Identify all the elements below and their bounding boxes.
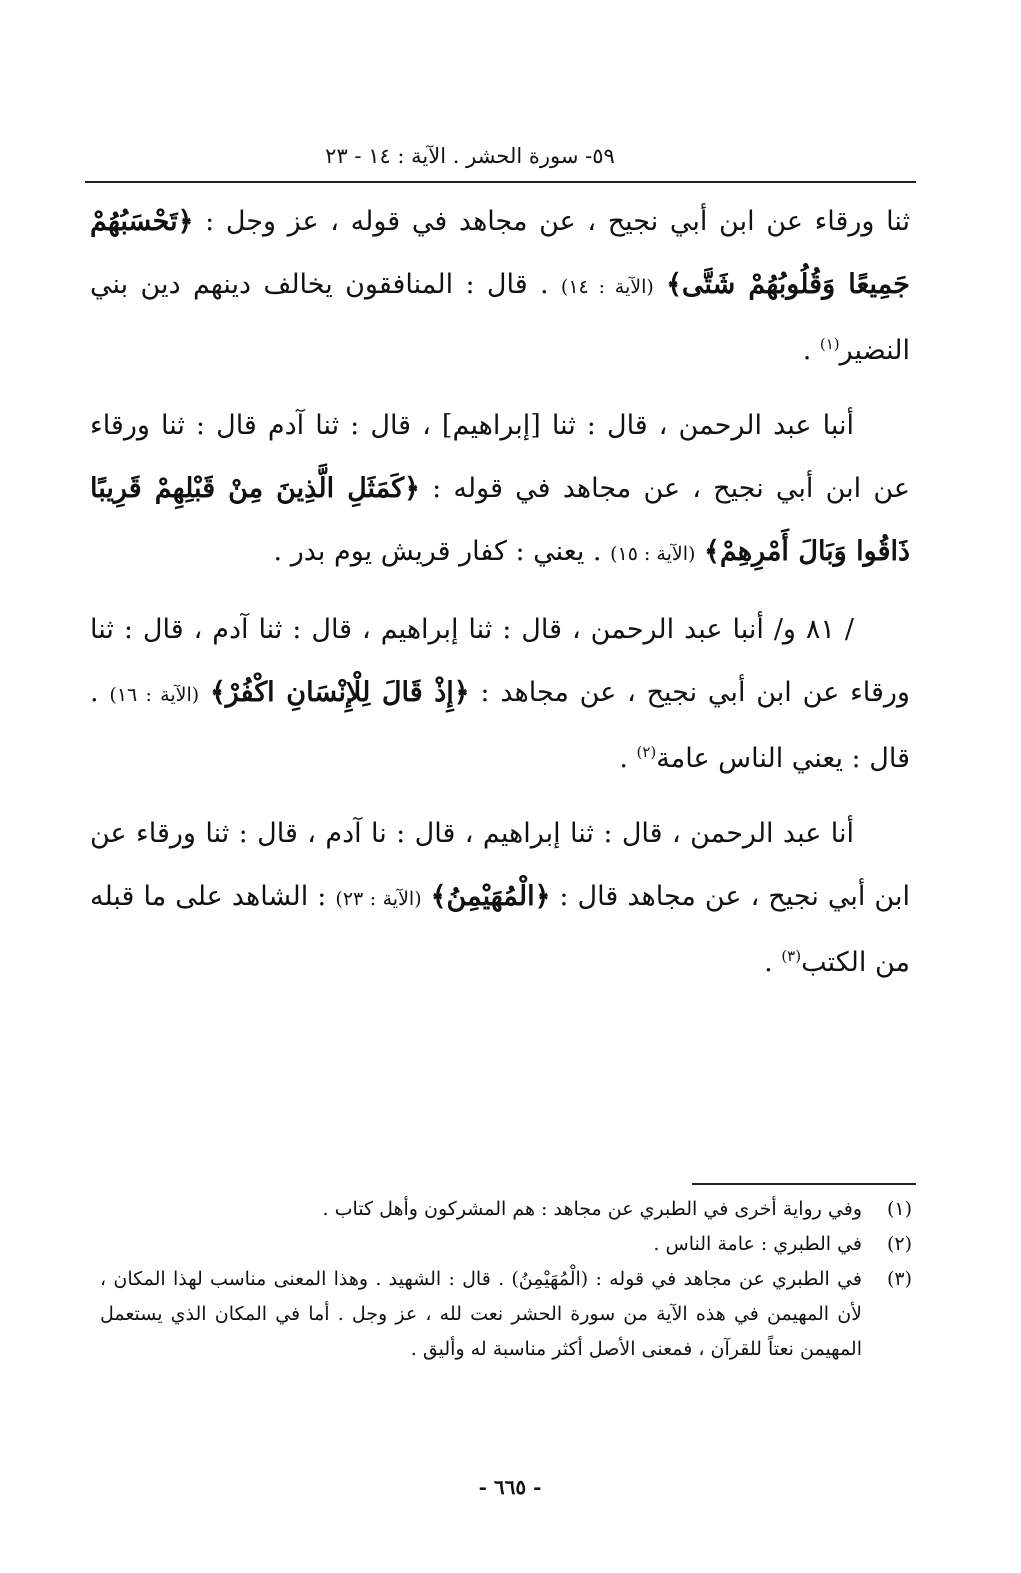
paragraph-3-intro: / ٨١ و/ أنبا عبد الرحمن ، قال : ثنا إبراهيم ، قال : ثنا آدم ، قال : ثنا ورقاء عن ابن أبي نجيح ، عن مجاهد :: [90, 614, 910, 708]
paragraph-2-after: . يعني : كفار قريش يوم بدر .: [273, 536, 602, 567]
paragraph-1-verse-ref: (الآية : ١٤): [560, 276, 654, 298]
paragraph-3-quran-verse: ﴿إِذْ قَالَ لِلْإِنْسَانِ اكْفُرْ﴾: [209, 677, 470, 708]
footnote-marker-1: (١): [819, 335, 840, 353]
paragraph-1: [90, 190, 910, 382]
paragraph-3-end: .: [619, 743, 628, 774]
paragraph-1-after: . قال : المنافقون يخالف دينهم دين بني النضير: [90, 269, 910, 366]
footnote-3: [100, 1262, 912, 1367]
footnote-marker-3: (٣): [781, 947, 802, 965]
footnote-2-text: في الطبري : عامة الناس .: [653, 1233, 862, 1255]
paragraph-2: [90, 394, 910, 586]
footnote-marker-2: (٢): [636, 743, 657, 761]
paragraph-4-verse-ref: (الآية : ٢٣): [335, 888, 422, 910]
paragraph-4: [90, 802, 910, 994]
paragraph-3-verse-ref: (الآية : ١٦): [109, 684, 200, 706]
paragraph-3-after: . قال : يعني الناس عامة: [90, 677, 910, 774]
footnote-3-text: في الطبري عن مجاهد في قوله : (الْمُهَيْمِنُ) . قال : الشهيد . وهذا المعنى مناسب لهذا المكان ، لأن المهيمن في هذه الآية من سورة الحشر نعت لله ، عز وجل . أما في المكان الذي يستعمل المهيمن نعتاً للقرآن ، فمعنى الأصل أكثر مناسبة له وأليق .: [100, 1268, 862, 1360]
main-text: [90, 190, 910, 1006]
footnote-2: [100, 1227, 912, 1262]
footnote-3-number: (٣): [886, 1268, 912, 1290]
paragraph-2-quran-verse: ﴿كَمَثَلِ الَّذِينَ مِنْ قَبْلِهِمْ قَرِيبًا ذَاقُوا وَبَالَ أَمْرِهِمْ﴾: [90, 473, 910, 567]
footnotes: [100, 1192, 912, 1367]
footnote-1-number: (١): [886, 1198, 912, 1220]
paragraph-2-verse-ref: (الآية : ١٥): [610, 543, 696, 565]
paragraph-2-intro: أنبا عبد الرحمن ، قال : ثنا [إبراهيم] ، قال : ثنا آدم قال : ثنا ورقاء عن ابن أبي نجيح ، عن مجاهد في قوله :: [90, 410, 910, 504]
paragraph-1-quran-verse: ﴿تَحْسَبُهُمْ جَمِيعًا وَقُلُوبُهُمْ شَتَّى﴾: [90, 206, 910, 300]
paragraph-1-end: .: [802, 335, 812, 366]
footnote-rule: [692, 1183, 916, 1185]
paragraph-1-intro: ثنا ورقاء عن ابن أبي نجيح ، عن مجاهد في قوله ، عز وجل :: [205, 206, 911, 237]
footnote-2-number: (٢): [886, 1233, 912, 1255]
paragraph-4-intro: أنا عبد الرحمن ، قال : ثنا إبراهيم ، قال : نا آدم ، قال : ثنا ورقاء عن ابن أبي نجيح ، عن مجاهد قال :: [90, 818, 910, 912]
paragraph-4-after: : الشاهد على ما قبله من الكتب: [90, 881, 910, 978]
footnote-1-text: وفي رواية أخرى في الطبري عن مجاهد : هم المشركون وأهل كتاب .: [322, 1198, 862, 1220]
footnote-1: [100, 1192, 912, 1227]
page-number: - ٦٦٥ -: [478, 1475, 542, 1499]
paragraph-3: [90, 598, 910, 790]
paragraph-4-quran-verse: ﴿الْمُهَيْمِنُ﴾: [430, 881, 551, 912]
paragraph-4-end: .: [764, 947, 773, 978]
running-head: ٥٩- سورة الحشر . الآية : ١٤ - ٢٣: [325, 144, 615, 168]
header-rule: [85, 181, 916, 183]
